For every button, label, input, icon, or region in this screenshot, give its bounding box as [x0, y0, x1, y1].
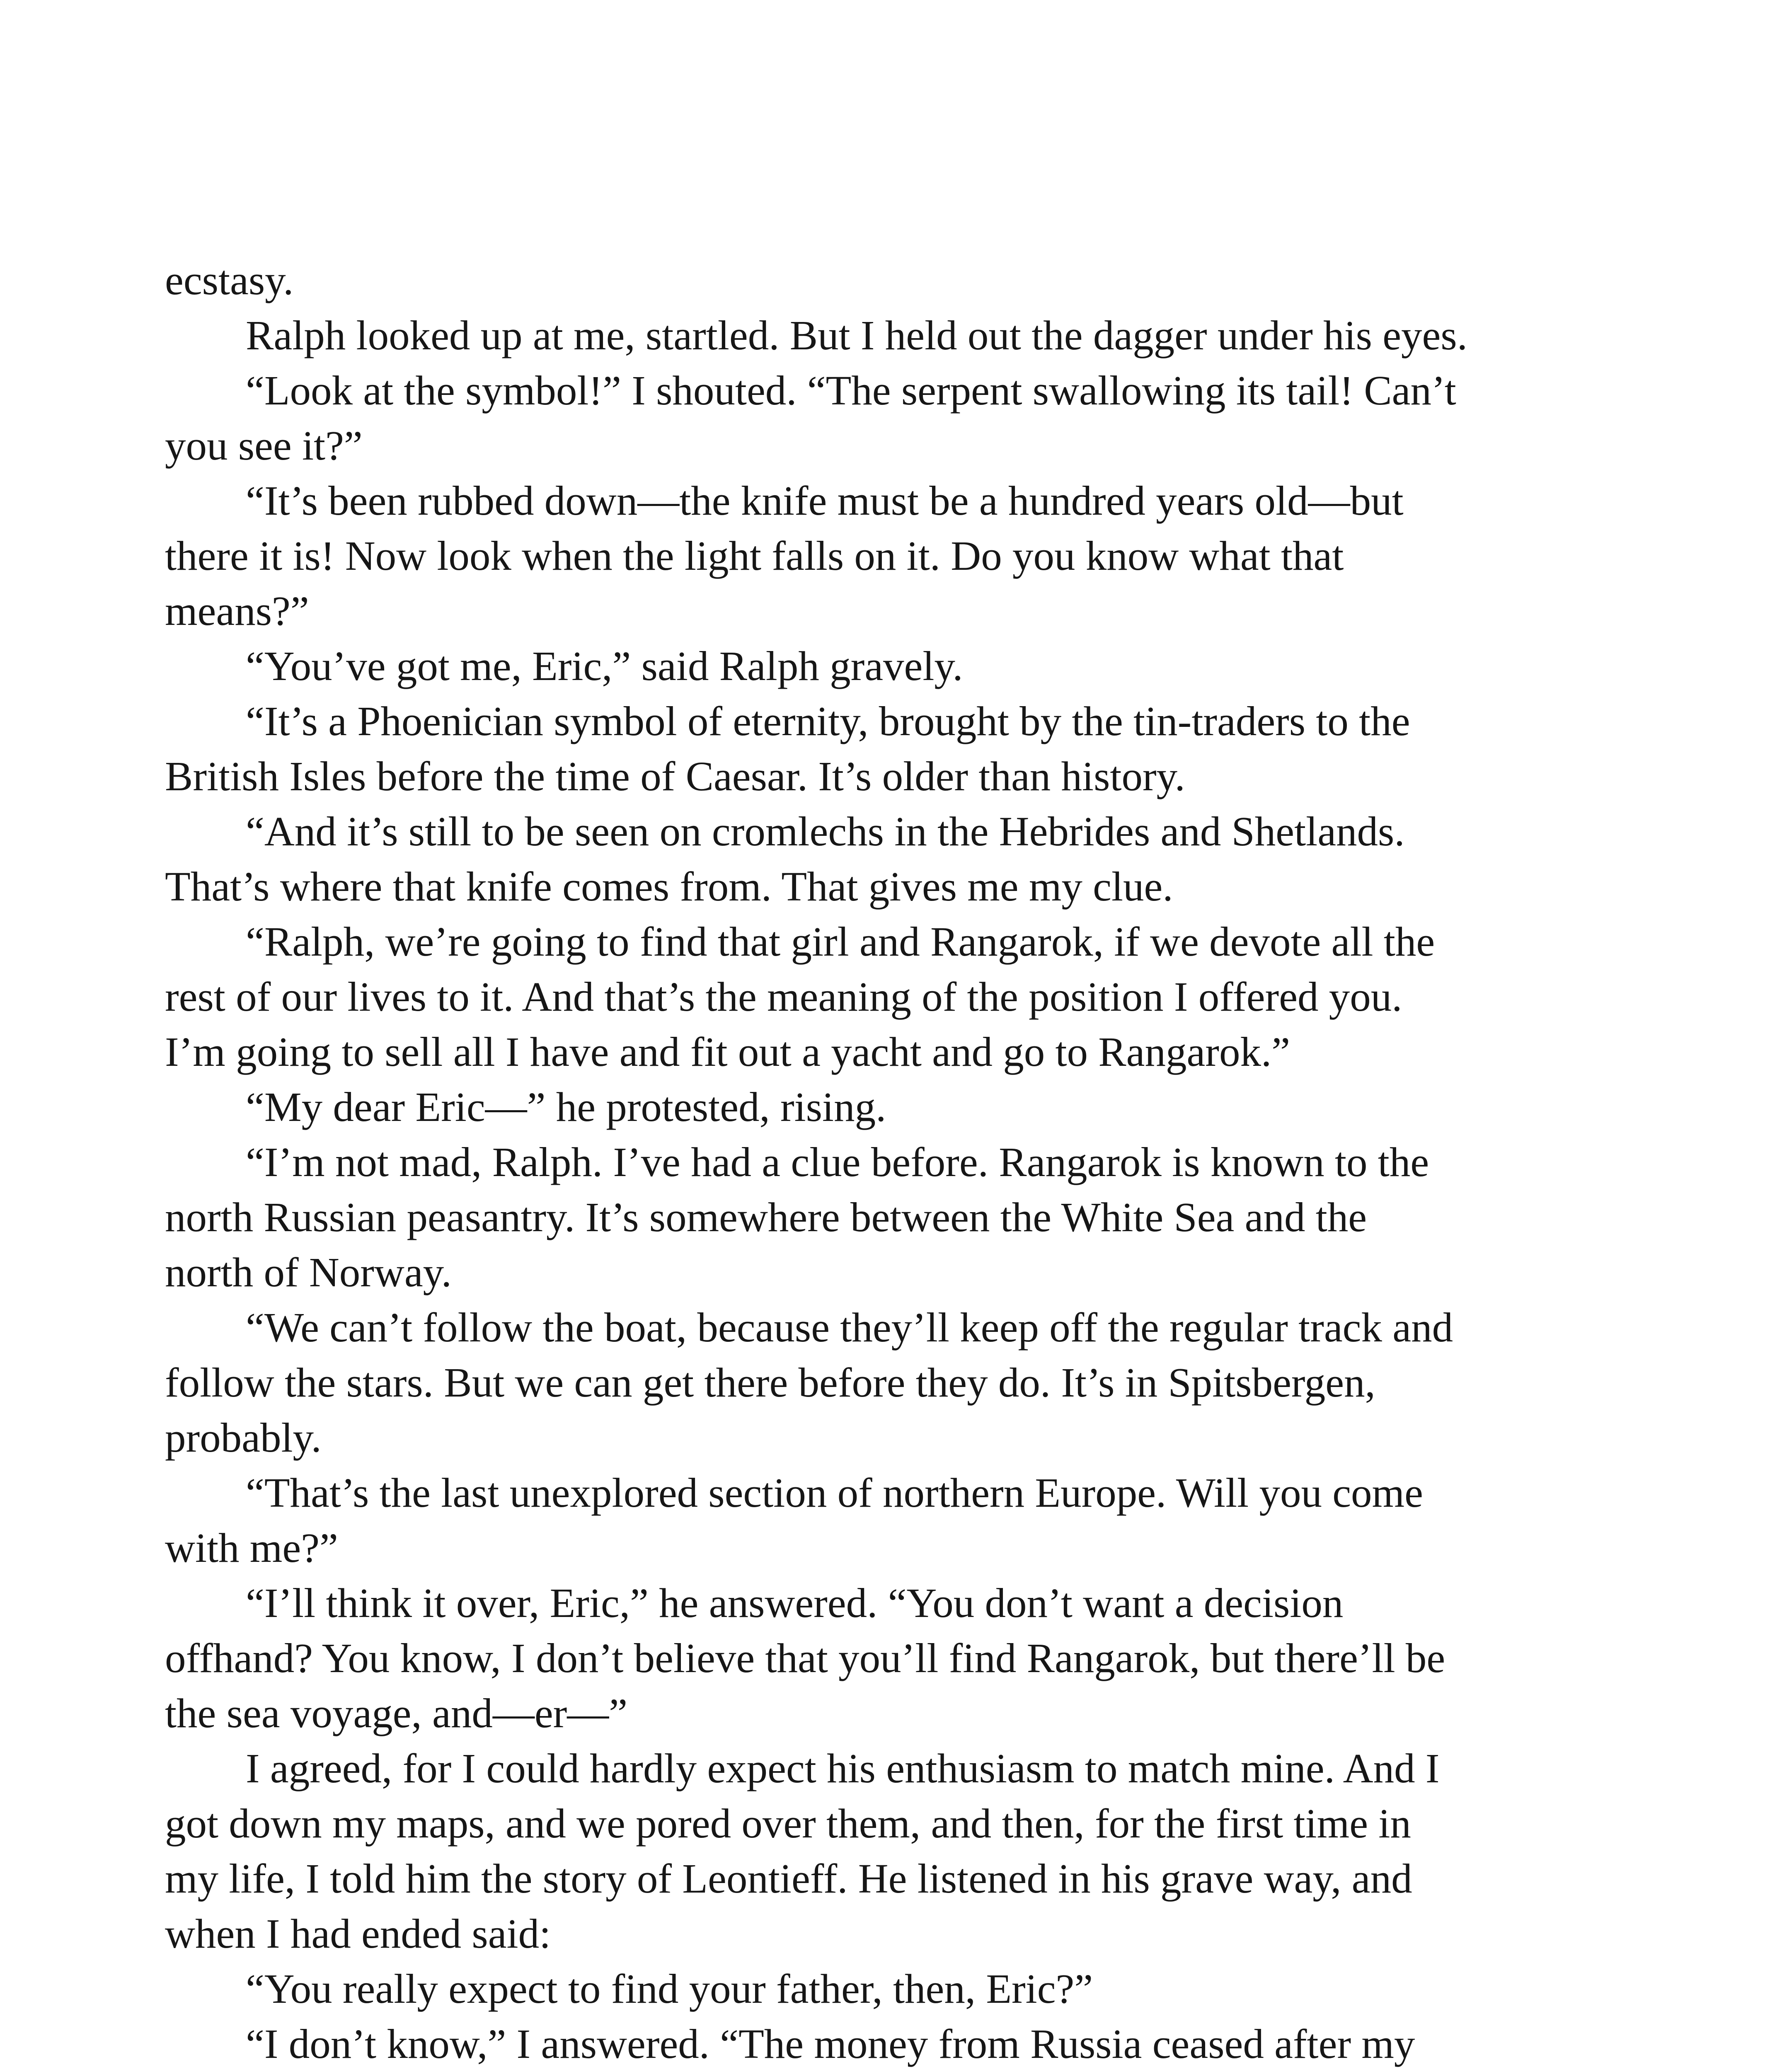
text-line: “I’ll think it over, Eric,” he answered. “You don’t want a decision [246, 1580, 1344, 1626]
text-line: north Russian peasantry. It’s somewhere between the White Sea and the [165, 1194, 1367, 1240]
text-line: you see it?” [165, 422, 363, 469]
text-line: “My dear Eric—” he protested, rising. [246, 1084, 886, 1130]
text-line: follow the stars. But we can get there before they do. It’s in Spitsbergen, [165, 1359, 1375, 1406]
text-line: “Look at the symbol!” I shouted. “The serpent swallowing its tail! Can’t [246, 367, 1456, 414]
text-line: offhand? You know, I don’t believe that you’ll find Rangarok, but there’ll be [165, 1635, 1445, 1681]
text-line: “You’ve got me, Eric,” said Ralph gravely. [246, 643, 963, 689]
text-line: That’s where that knife comes from. That gives me my clue. [165, 863, 1173, 910]
text-line: “We can’t follow the boat, because they’ll keep off the regular track and [246, 1304, 1453, 1351]
text-line: means?” [165, 588, 309, 634]
text-line: north of Norway. [165, 1249, 452, 1295]
text-line: “I don’t know,” I answered. “The money from Russia ceased after my [246, 2021, 1415, 2067]
text-line: “It’s been rubbed down—the knife must be a hundred years old—but [246, 477, 1404, 524]
text-line: “Ralph, we’re going to find that girl and Rangarok, if we devote all the [246, 918, 1435, 965]
text-line: Ralph looked up at me, startled. But I held out the dagger under his eyes. [246, 312, 1467, 358]
text-line: I’m going to sell all I have and fit out a yacht and go to Rangarok.” [165, 1029, 1290, 1075]
text-line: I agreed, for I could hardly expect his enthusiasm to match mine. And I [246, 1745, 1440, 1791]
text-line: “You really expect to find your father, then, Eric?” [246, 1965, 1093, 2012]
text-line: “It’s a Phoenician symbol of eternity, brought by the tin-traders to the [246, 698, 1410, 744]
text-line: “That’s the last unexplored section of northern Europe. Will you come [246, 1469, 1423, 1516]
text-line: “I’m not mad, Ralph. I’ve had a clue before. Rangarok is known to the [246, 1139, 1429, 1185]
body-text [165, 253, 1657, 2072]
text-line: there it is! Now look when the light falls on it. Do you know what that [165, 533, 1344, 579]
text-line: my life, I told him the story of Leontieff. He listened in his grave way, and [165, 1855, 1412, 1902]
text-line: probably. [165, 1414, 322, 1461]
text-line: when I had ended said: [165, 1910, 551, 1957]
text-line: ecstasy. [165, 257, 294, 303]
text-line: “And it’s still to be seen on cromlechs in the Hebrides and Shetlands. [246, 808, 1405, 854]
text-line: British Isles before the time of Caesar. It’s older than history. [165, 753, 1185, 799]
text-line: with me?” [165, 1525, 338, 1571]
text-line: got down my maps, and we pored over them, and then, for the first time in [165, 1800, 1411, 1847]
text-line: the sea voyage, and—er—” [165, 1690, 628, 1736]
text-line: rest of our lives to it. And that’s the meaning of the position I offered you. [165, 973, 1402, 1020]
